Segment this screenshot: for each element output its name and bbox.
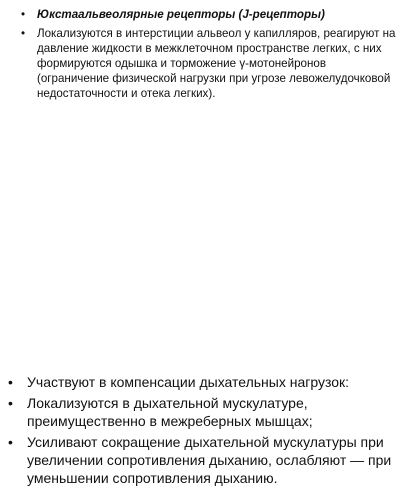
list-item-text: Усиливают сокращение дыхательной мускулатуры при увеличении сопротивления дыханию, ослабляют — при уменьшении сопротивления дыханию.: [27, 434, 392, 486]
bullet-marker: •: [8, 395, 13, 411]
list-item: [21, 7, 401, 22]
muscle-receptors-section: [8, 373, 412, 487]
section-description: Локализуются в интерстиции альвеол у капилляров, реагируют на давление жидкости в межклеточном пространстве легких, с них формируются одышка и торможение γ-мотонейронов (ограничение физической нагрузки при угрозе левожелудочковой недостаточности и отека легких).: [37, 27, 396, 100]
bullet-marker: •: [21, 8, 26, 21]
list-item: [21, 26, 401, 101]
list-item-text: Участвуют в компенсации дыхательных нагрузок:: [27, 374, 350, 390]
list-item: [8, 394, 412, 430]
list-item: [8, 373, 412, 391]
list-item: [8, 433, 412, 487]
section-heading: Юкстаальвеолярные рецепторы (J-рецепторы): [37, 8, 325, 21]
list-item-text: Локализуются в дыхательной мускулатуре, преимущественно в межреберных мышцах;: [27, 395, 313, 429]
bullet-marker: •: [8, 434, 13, 450]
bullet-marker: •: [21, 27, 26, 40]
j-receptors-section: [21, 7, 401, 101]
bullet-marker: •: [8, 374, 13, 390]
